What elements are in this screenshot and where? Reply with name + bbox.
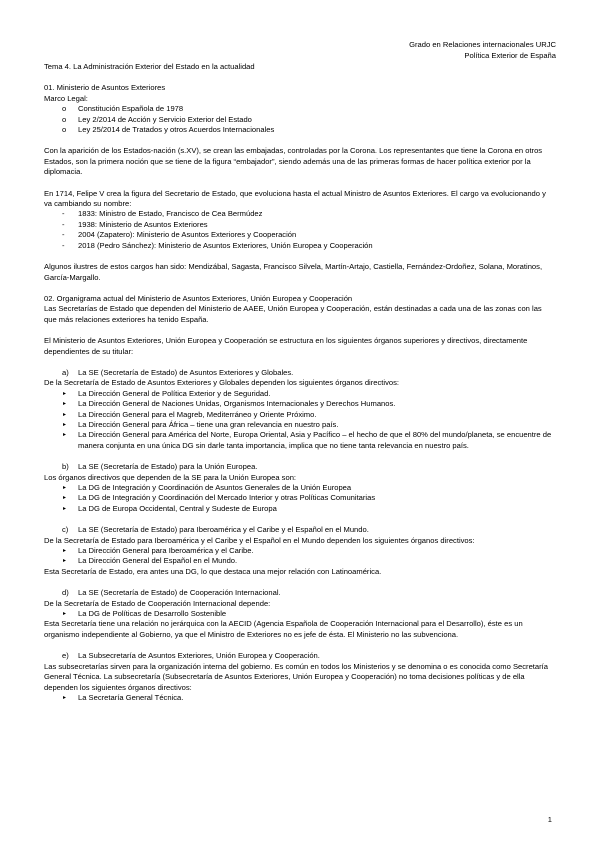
list-item: ▸ La Dirección General de Política Exterior y de Seguridad. <box>44 389 556 399</box>
subsection-b-title: b) La SE (Secretaría de Estado) para la Unión Europea. <box>62 462 258 472</box>
paragraph: El Ministerio de Asuntos Exteriores, Unión Europea y Cooperación se estructura en los siguientes órganos superiores y directivos, directamente dependientes de su titular: <box>44 336 528 356</box>
list-item: - 2018 (Pedro Sánchez): Ministerio de Asuntos Exteriores, Unión Europea y Cooperación <box>44 241 556 251</box>
subsection-c-list <box>44 546 556 567</box>
section-2-title: 02. Organigrama actual del Ministerio de Asuntos Exteriores, Unión Europea y Cooperación <box>44 293 353 303</box>
subsection-d-list <box>44 609 556 619</box>
paragraph: Las Secretarías de Estado que dependen del Ministerio de AAEE, Unión Europea y Cooperación, están destinadas a cada una de las zonas con las que más relaciones exteriores ha tenido España. <box>44 304 542 324</box>
subsection-b-list <box>44 483 556 514</box>
list-item: ▸ La Dirección General del Español en el Mundo. <box>44 556 556 566</box>
list-item: ▸ La Dirección General de Naciones Unidas, Organismos Internacionales y Derechos Humanos. <box>44 399 556 409</box>
paragraph: Los órganos directivos que dependen de la SE para la Unión Europea son: <box>44 472 297 482</box>
list-item: o Ley 2/2014 de Acción y Servicio Exterior del Estado <box>44 115 556 125</box>
topic-title: Tema 4. La Administración Exterior del Estado en la actualidad <box>44 62 255 71</box>
list-item: ▸ La Dirección General para África – tiene una gran relevancia en nuestro país. <box>44 420 556 430</box>
header-course: Política Exterior de España <box>464 50 556 60</box>
list-item: o Constitución Española de 1978 <box>44 104 556 114</box>
paragraph: En 1714, Felipe V crea la figura del Secretario de Estado, que evoluciona hasta el actual Ministro de Asuntos Exteriores. El cargo va evolucionando y va cambiando su nombre: <box>44 188 546 209</box>
list-item: ▸ La Secretaría General Técnica. <box>44 693 556 703</box>
paragraph: De la Secretaría de Estado para Iberoamérica y el Caribe y el Español en el Mundo dependen los siguientes órganos directivos: <box>44 535 475 545</box>
list-item: - 1833: Ministro de Estado, Francisco de Cea Bermúdez <box>44 209 556 219</box>
marco-legal-label: Marco Legal: <box>44 93 88 103</box>
page-number: 1 <box>547 815 552 824</box>
subsection-d-title: d) La SE (Secretaría de Estado) de Cooperación Internacional. <box>62 588 281 598</box>
paragraph: Esta Secretaría tiene una relación no jerárquica con la AECID (Agencia Española de Cooperación Internacional para el Desarrollo), éste es un organismo independiente al Gobierno, ya que el Ministro de Exteriores no es jefe de ésta. El Ministerio no las subvenciona. <box>44 619 523 639</box>
list-item: - 1938: Ministerio de Asuntos Exteriores <box>44 220 556 230</box>
laws-list <box>44 104 556 135</box>
paragraph: Algunos ilustres de estos cargos han sido: Mendizábal, Sagasta, Francisco Silvela, Martín-Artajo, Castiella, Fernández-Ordoñez, Solana, Moratinos, García-Margallo. <box>44 262 543 282</box>
subsection-a-list <box>44 389 556 451</box>
subsection-a-title: a) La SE (Secretaría de Estado) de Asuntos Exteriores y Globales. <box>62 367 294 377</box>
paragraph: Las subsecretarías sirven para la organización interna del gobierno. Es común en todos los Ministerios y se denomina o es conocida como Secretaría General Técnica. La subsecretaría (Subsecretaría de Asuntos Exteriores, Unión Europea y Cooperación) no toma decisiones políticas y de ella dependen los siguientes órganos directivos: <box>44 661 548 692</box>
subsection-e-title: e) La Subsecretaría de Asuntos Exteriores, Unión Europea y Cooperación. <box>62 651 320 661</box>
list-item: - 2004 (Zapatero): Ministerio de Asuntos Exteriores y Cooperación <box>44 230 556 240</box>
names-list <box>44 209 556 251</box>
page-header <box>409 40 556 61</box>
header-degree: Grado en Relaciones internacionales URJC <box>409 40 556 49</box>
list-item: ▸ La Dirección General para América del Norte, Europa Oriental, Asia y Pacífico – el hecho de que el 80% del mundo/planeta, se encuentre de manera conjunta en una única DG sin darle tanta importancia, implica que no tiene tanta relevancia en nuestro país. <box>44 430 556 451</box>
list-item: o Ley 25/2014 de Tratados y otros Acuerdos Internacionales <box>44 125 556 135</box>
paragraph: De la Secretaría de Estado de Cooperación Internacional depende: <box>44 598 271 608</box>
paragraph: Con la aparición de los Estados-nación (s.XV), se crean las embajadas, controladas por la Corona. Los representantes que tiene la Corona en otros Estados, son la primera noción que se tiene de la figura “embajador”, siendo además una de las primeras formas de hacer política exterior por la diplomacia. <box>44 146 543 177</box>
section-1-title: 01. Ministerio de Asuntos Exteriores <box>44 83 166 93</box>
subsection-e-list <box>44 693 556 703</box>
subsection-c-title: c) La SE (Secretaría de Estado) para Iberoamérica y el Caribe y el Español en el Mundo. <box>62 525 369 535</box>
list-item: ▸ La DG de Europa Occidental, Central y Sudeste de Europa <box>44 504 556 514</box>
list-item: ▸ La Dirección General para el Magreb, Mediterráneo y Oriente Próximo. <box>44 410 556 420</box>
list-item: ▸ La DG de Integración y Coordinación de Asuntos Generales de la Unión Europea <box>44 483 556 493</box>
paragraph: De la Secretaría de Estado de Asuntos Exteriores y Globales dependen los siguientes órganos directivos: <box>44 378 400 388</box>
list-item: ▸ La DG de Integración y Coordinación del Mercado Interior y otras Políticas Comunitarias <box>44 493 556 503</box>
list-item: ▸ La Dirección General para Iberoamérica y el Caribe. <box>44 546 556 556</box>
list-item: ▸ La DG de Políticas de Desarrollo Sostenible <box>44 609 556 619</box>
paragraph: Esta Secretaría de Estado, era antes una DG, lo que destaca una mejor relación con Latinoamérica. <box>44 566 382 576</box>
document-body <box>44 62 556 703</box>
